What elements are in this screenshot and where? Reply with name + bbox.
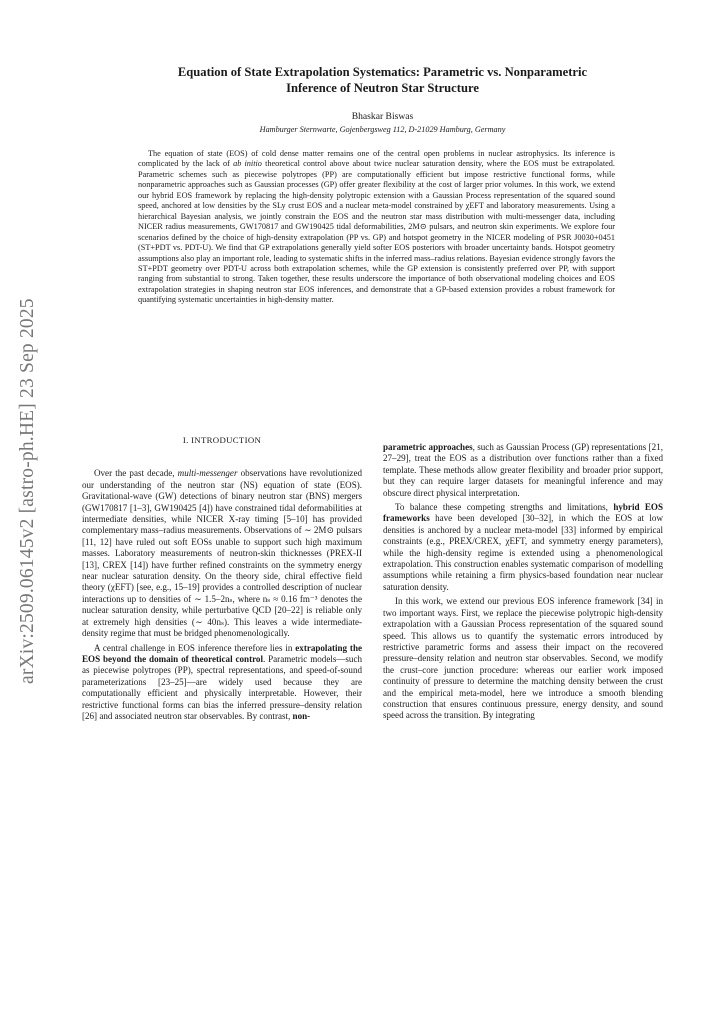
author-affiliation: Hamburger Sternwarte, Gojenbergsweg 112, D-21029 Hamburg, Germany xyxy=(259,125,506,134)
intro-p2-bold: extrapolating the EOS beyond the domain of theoretical control xyxy=(82,642,362,664)
intro-p1-italic: multi-messenger xyxy=(177,468,238,479)
title-line-2: Inference of Neutron Star Structure xyxy=(286,81,479,95)
intro-p1-text-a: Over the past decade, xyxy=(94,468,178,479)
intro-r1-text: , such as Gaussian Process (GP) representations [21, 27–29], treat the EOS as a distribution over functions rather than a fixed template. These methods allow greater flexibility and broader prior support, but they can require larger datasets for meaningful inference and may obscure direct physical interpretation. xyxy=(383,442,663,498)
intro-paragraph-1 xyxy=(82,468,362,639)
intro-r2-text-b: have been developed [30–32], in which the EOS at low densities is anchored by a nuclear meta-model [33] informed by empirical constraints (e.g., PREX/CREX, χEFT, and symmetry energy parameters), while the high-density regime is extended using a phenomenological extrapolation. This construction enables systematic comparison of modelling assumptions while retaining a firm physics-based foundation near nuclear saturation density. xyxy=(383,513,663,592)
intro-p2-bold-non: non- xyxy=(292,710,311,721)
arxiv-identifier: arXiv:2509.06145v2 [astro-ph.HE] 23 Sep 2025 xyxy=(17,298,38,684)
abstract-text-b: theoretical control above about twice nuclear saturation density, where the EOS must be extrapolated. Parametric schemes such as piecewise polytropes (PP) are computationally efficient but impose restrictive functional forms, while nonparametric approaches such as Gaussian processes (GP) offer greater flexibility at the cost of larger prior volumes. In this work, we extend our hybrid EOS framework by replacing the high-density polytropic extension with a Gaussian Process representation of the squared sound speed, anchored at low densities by the SLy crust EOS and a nuclear meta-model constrained by χEFT and laboratory measurements. Using a hierarchical Bayesian analysis, we jointly constrain the EOS and the neutron star mass distribution with multi-messenger data, including NICER radius measurements, GW170817 and GW190425 tidal deformabilities, 2M⊙ pulsars, and neutron skin experiments. We explore four scenarios defined by the choice of high-density extrapolation (PP vs. GP) and hotspot geometry in the NICER modeling of PSR J0030+0451 (ST+PDT vs. PDT-U). We find that GP extrapolations generally yield softer EOS posteriors with broader uncertainty bands. Hotspot geometry assumptions also play an important role, leading to systematic shifts in the inferred mass–radius relations. Bayesian evidence strongly favors the ST+PDT geometry over PDT-U across both extrapolation schemes, while the GP extension is consistently preferred over PP, with support ranging from substantial to strong. Taken together, these results underscore the importance of both observational modeling choices and EOS extrapolation strategies in shaping neutron star EOS inferences, and demonstrate that a GP-based extension provides a robust framework for quantifying systematic uncertainties in high-density matter. xyxy=(138,159,615,305)
intro-paragraph-2-continued xyxy=(383,442,663,499)
intro-r2-bold: hybrid EOS frameworks xyxy=(383,502,663,524)
intro-paragraph-3 xyxy=(383,502,663,593)
abstract-italic-ab-initio: ab initio xyxy=(233,159,262,169)
title-line-1: Equation of State Extrapolation Systematics: Parametric vs. Nonparametric xyxy=(177,65,588,79)
intro-p1-text-b: observations have revolutionized our understanding of the neutron star (NS) equation of state (EOS). Gravitational-wave (GW) detections of binary neutron star (BNS) mergers (GW170817 [1–3], GW190425 [4]) have constrained tidal deformabilities at intermediate densities, while NICER X-ray timing [5–10] has provided complementary mass–radius measurements. Observations of ∼ 2M⊙ pulsars [11, 12] have ruled out soft EOSs unable to support such high maximum masses. Laboratory measurements of neutron-skin thicknesses (PREX-II [13], CREX [14]) have further refined constraints on the symmetry energy near nuclear saturation density. On the theory side, chiral effective field theory (χEFT) [see, e.g., 15–19] provides a controlled description of nuclear interactions up to densities of ∼ 1.5–2nₛ, where nₛ ≈ 0.16 fm⁻³ denotes the nuclear saturation density, while perturbative QCD [20–22] is reliable only at extremely high densities (∼ 40nₛ). This leaves a wide intermediate-density regime that must be bridged phenomenologically. xyxy=(82,468,362,639)
intro-r2-text-a: To balance these competing strengths and limitations, xyxy=(395,502,614,513)
author-name: Bhaskar Biswas xyxy=(351,111,414,122)
section-heading-introduction: I. INTRODUCTION xyxy=(182,435,262,445)
paper-title xyxy=(90,64,675,96)
abstract xyxy=(138,149,615,306)
intro-r1-bold: parametric approaches xyxy=(383,442,473,452)
intro-paragraph-2 xyxy=(82,643,362,723)
intro-p2-text-b: . Parametric models—such as piecewise polytropes (PP), spectral representations, and speed-of-sound parameterizations [23–25]—are widely used because they are computationally efficient and physically interpretable. However, their restrictive functional forms can bias the inferred pressure–density relation [26] and associated neutron star observables. By contrast, xyxy=(82,653,362,721)
right-column xyxy=(383,442,663,722)
abstract-text-a: The equation of state (EOS) of cold dense matter remains one of the central open problems in nuclear astrophysics. Its inference is complicated by the lack of xyxy=(138,149,615,169)
abstract-paragraph xyxy=(138,149,615,306)
left-column xyxy=(82,435,362,722)
intro-p2-text-a: A central challenge in EOS inference therefore lies in xyxy=(94,642,296,653)
intro-paragraph-4: In this work, we extend our previous EOS inference framework [34] in two important ways. First, we replace the piecewise polytropic high-density extrapolation with a Gaussian Process representation of the squared sound speed. This allows us to quantify the systematic errors introduced by restrictive parametric forms and assess their impact on the recovered pressure–density relation and neutron star observables. Second, we modify the crust–core junction procedure: whereas our earlier work imposed continuity of pressure to determine the matching density between the crust and the empirical meta-model, here we introduce a smooth blending construction that ensures continuous pressure, energy density, and sound speed across the transition. By integrating xyxy=(383,596,663,721)
